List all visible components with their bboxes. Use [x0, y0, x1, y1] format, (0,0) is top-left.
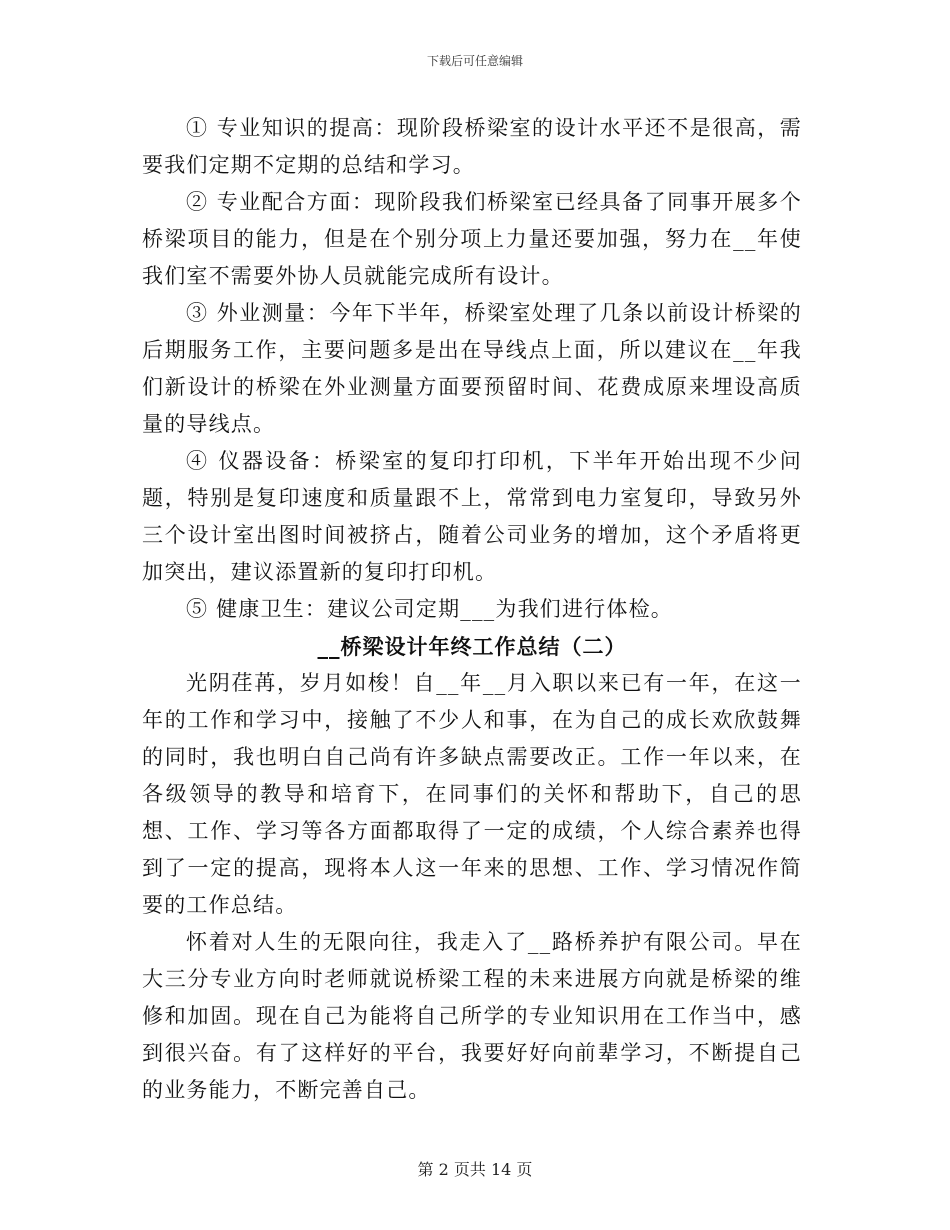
document-body — [142, 110, 802, 1109]
paragraph-item-3: ③ 外业测量：今年下半年，桥梁室处理了几条以前设计桥梁的后期服务工作，主要问题多是出在导线点上面，所以建议在__年我们新设计的桥梁在外业测量方面要预留时间、花费成原来埋设高质量的导线点。 — [142, 301, 802, 436]
paragraph-item-1: ① 专业知识的提高：现阶段桥梁室的设计水平还不是很高，需要我们定期不定期的总结和学习。 — [142, 116, 802, 177]
page-header: 下载后可任意编辑 — [426, 54, 523, 68]
paragraph-body-1: 光阴荏苒，岁月如梭！自__年__月入职以来已有一年，在这一年的工作和学习中，接触了不少人和事，在为自己的成长欢欣鼓舞的同时，我也明白自己尚有许多缺点需要改正。工作一年以来，在各级领导的教导和培育下，在同事们的关怀和帮助下，自己的思想、工作、学习等各方面都取得了一定的成绩，个人综合素养也得到了一定的提高，现将本人这一年来的思想、工作、学习情况作简要的工作总结。 — [142, 671, 802, 917]
paragraph-item-4: ④ 仪器设备：桥梁室的复印打印机，下半年开始出现不少问题，特别是复印速度和质量跟不上，常常到电力室复印，导致另外三个设计室出图时间被挤占，随着公司业务的增加，这个矛盾将更加突出，建议添置新的复印打印机。 — [142, 449, 802, 584]
section-title: __桥梁设计年终工作总结（二） — [317, 634, 627, 659]
page-footer: 第 2 页共 14 页 — [417, 1160, 533, 1179]
paragraph-item-2: ② 专业配合方面：现阶段我们桥梁室已经具备了同事开展多个桥梁项目的能力，但是在个别分项上力量还要加强，努力在__年使我们室不需要外协人员就能完成所有设计。 — [142, 190, 802, 288]
paragraph-body-2: 怀着对人生的无限向往，我走入了__路桥养护有限公司。早在大三分专业方向时老师就说桥梁工程的未来进展方向就是桥梁的维修和加固。现在自己为能将自己所学的专业知识用在工作当中，感到很兴奋。有了这样好的平台，我要好好向前辈学习，不断提自己的业务能力，不断完善自己。 — [142, 930, 802, 1102]
paragraph-item-5: ⑤ 健康卫生：建议公司定期___为我们进行体检。 — [186, 597, 673, 621]
